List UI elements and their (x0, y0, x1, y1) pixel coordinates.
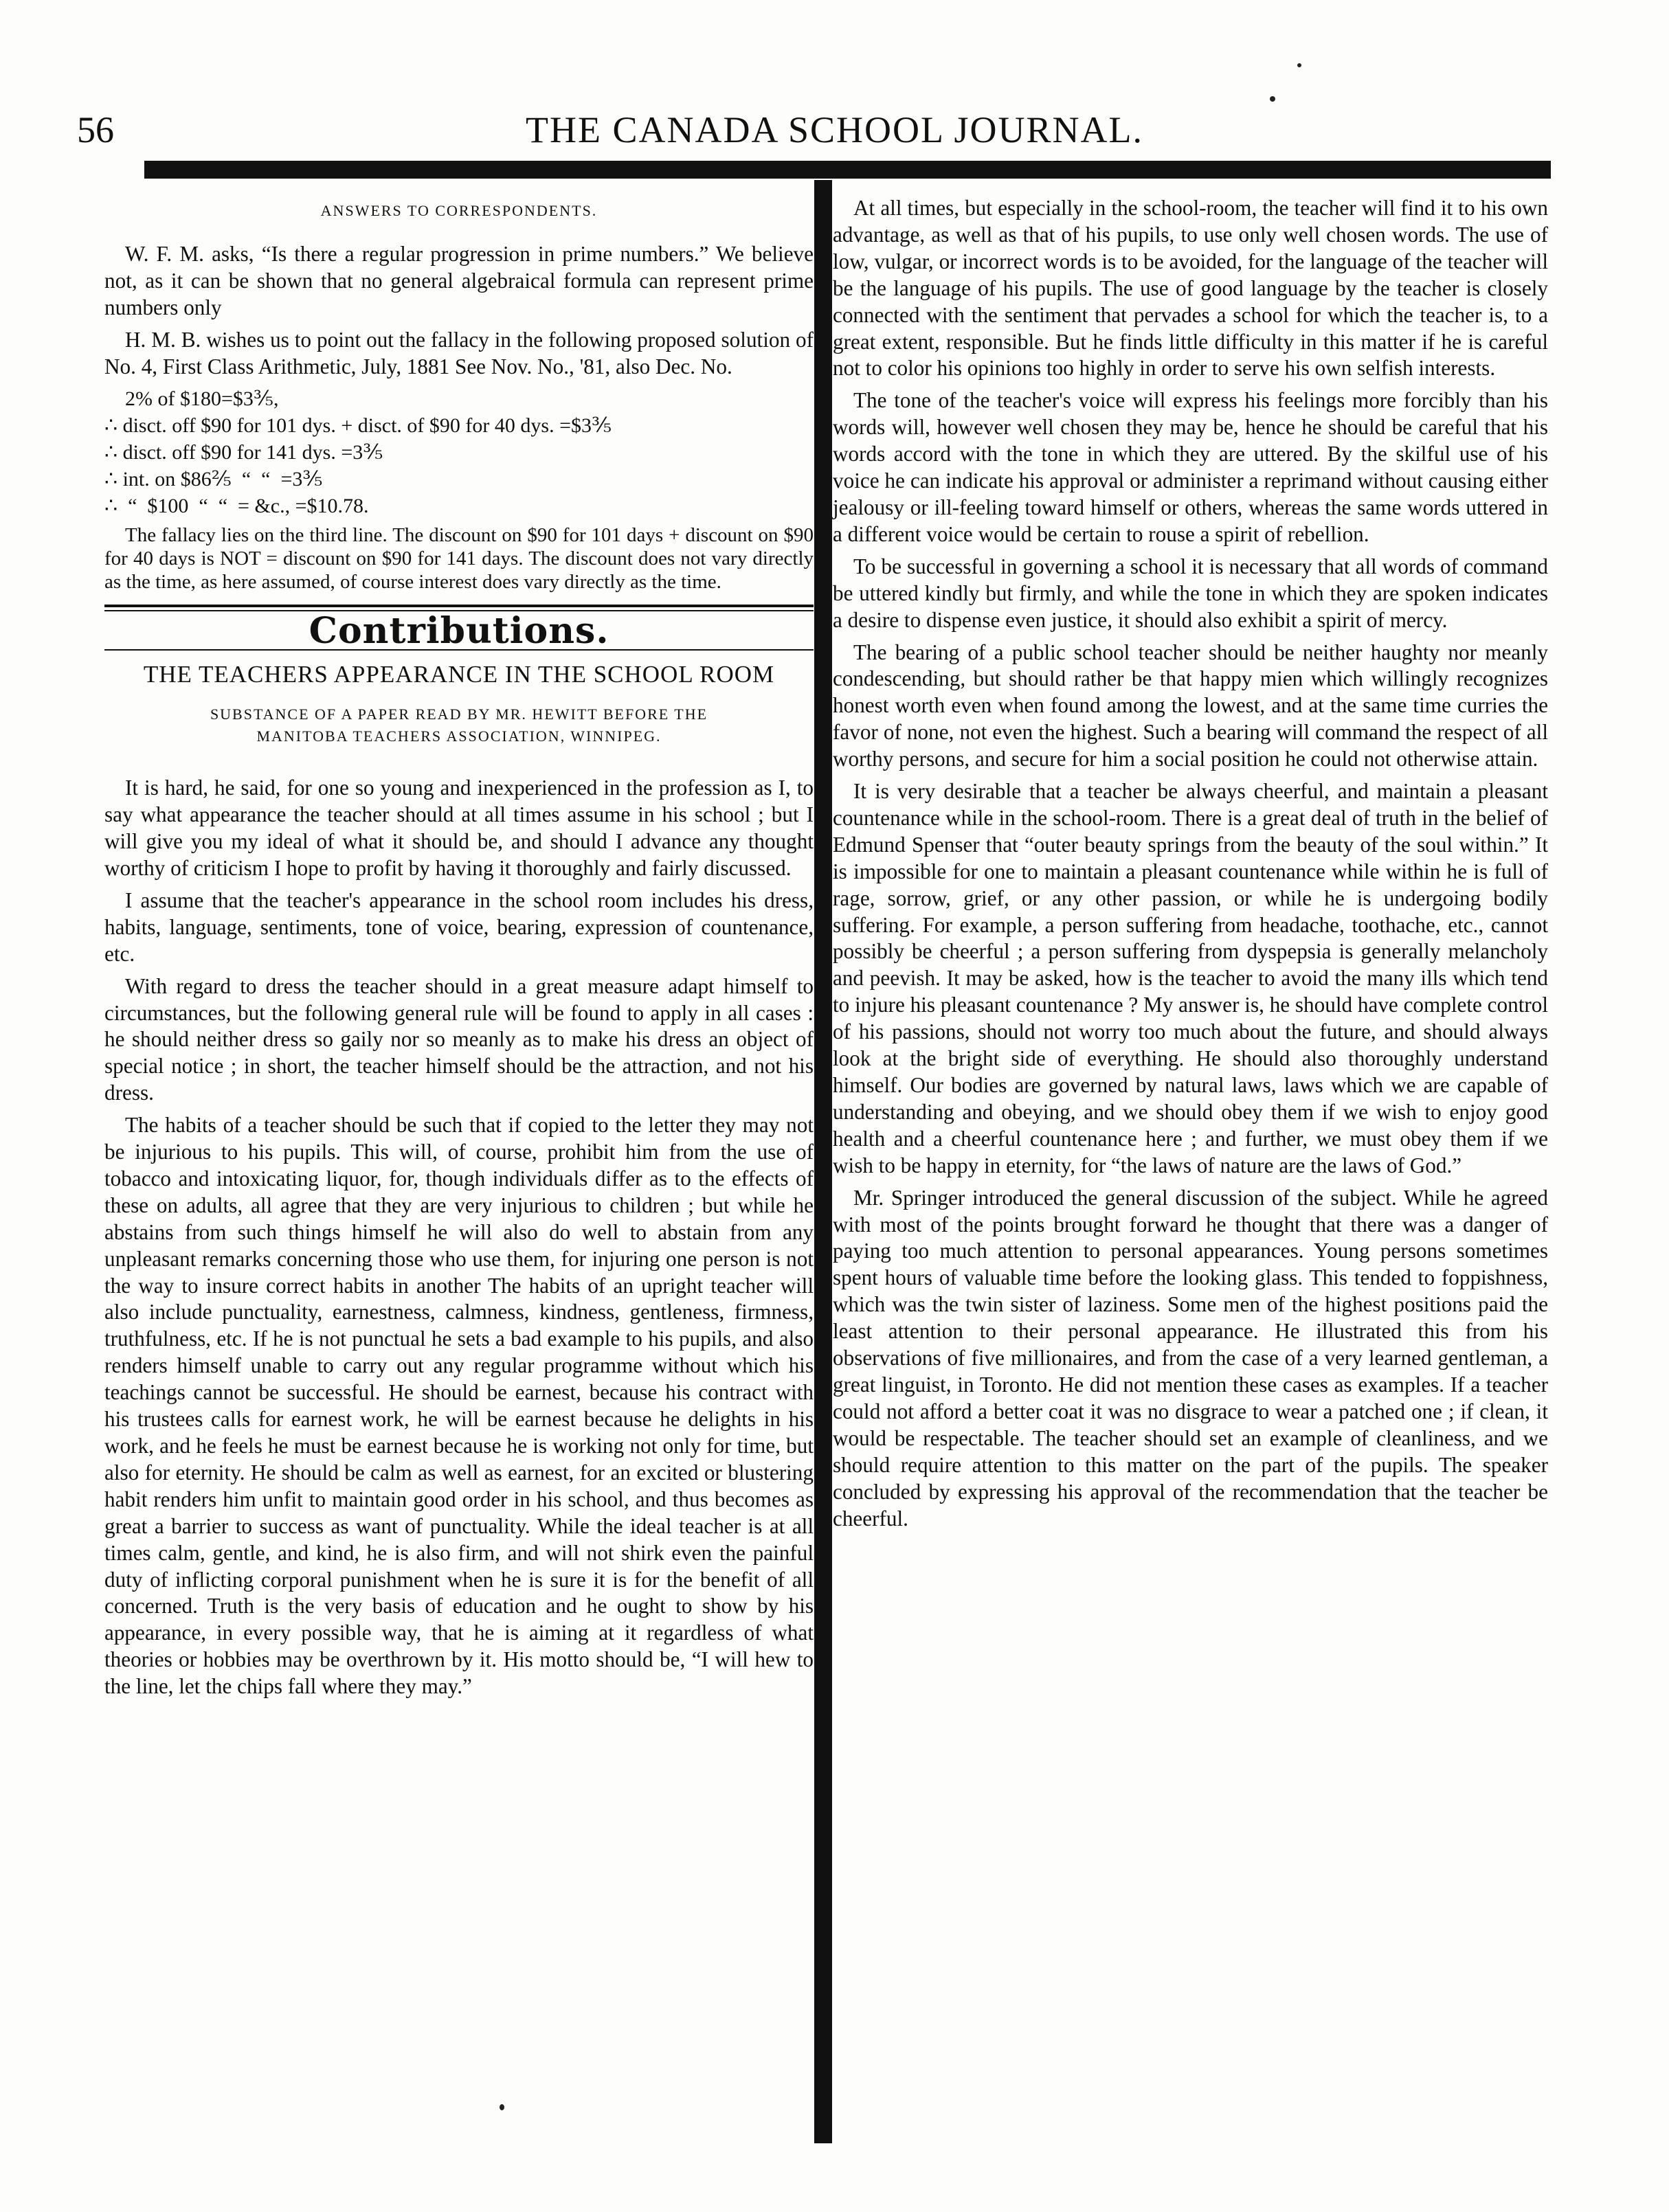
math-line: ∴ disct. off $90 for 141 dys. =3⅗ (104, 441, 383, 464)
math-solution (104, 385, 814, 519)
math-line: ∴ int. on $86⅖ “ “ =3⅗ (104, 468, 323, 491)
subtitle-line: SUBSTANCE OF A PAPER READ BY MR. HEWITT BEFORE THE (210, 706, 708, 723)
math-line: ∴ disct. off $90 for 101 dys. + disct. of $90 for 40 dys. =$3⅗ (104, 414, 612, 438)
article-paragraph: The habits of a teacher should be such that if copied to the letter they may not be injurious to his pupils. This will, of course, prohibit him from the use of tobacco and intoxicating liquor, for, though individuals differ as to the effects of these on adults, all agree that they are very injurious to children ; but while he abstains from such things himself he will also do well to abstain from any unpleasant remarks concerning those who use them, for injuring one person is not the way to insure correct habits in another The habits of an upright teacher will also include punctuality, earnestness, calmness, kindness, gentleness, firmness, truthfulness, etc. If he is not punctual he sets a bad example to his pupils, and also renders himself unable to carry out any regular programme without which his teachings cannot be successful. He should be earnest, because his contract with his trustees calls for earnest work, he will be earnest because he delights in his work, and he feels he must be earnest because he is working not only for time, but also for eternity. He should be calm as well as earnest, for an excited or blustering habit renders him unfit to maintain good order in his school, and thus becomes as great a barrier to success as want of punctuality. While the ideal teacher is at all times calm, gentle, and kind, he is also firm, and will not shirk even the painful duty of inflicting corporal punishment when he is sure it is for the benefit of all concerned. Truth is the very basis of education and he ought to show by his appearance, in every possible way, that he is aiming at it regardless of what theories or hobbies may be overthrown by it. His motto should be, “I will hew to the line, let the chips fall where they may.” (104, 1113, 814, 1699)
article-paragraph: It is very desirable that a teacher be always cheerful, and maintain a pleasant countenance while in the school-room. There is a great deal of truth in the belief of Edmund Spenser that “outer beauty springs from the beauty of the soul within.” It is impossible for one to maintain a pleasant countenance while within he is full of rage, sorrow, grief, or any other passion, or while he is undergoing bodily suffering. For example, a person suffering from headache, toothache, etc., cannot possibly be cheerful ; a person suffering from dyspepsia is generally melancholy and peevish. It may be asked, how is the teacher to avoid the many ills which tend to injure his pleasant countenance ? My answer is, he should have complete control of his passions, should not worry too much about the future, and should always look at the bright side of everything. He should also thoroughly understand himself. Our bodies are governed by natural laws, laws which we are capable of understanding and obeying, and we should obey them if we wish to enjoy good health and a cheerful countenance here ; and further, we must obey them if we wish to be happy in eternity, for “the laws of nature are the laws of God.” (833, 779, 1549, 1177)
answer-paragraph: H. M. B. wishes us to point out the fallacy in the following proposed solution of No. 4, First Class Arithmetic, July, 1881 See Nov. No., '81, also Dec. No. (104, 327, 814, 379)
article-paragraph: With regard to dress the teacher should in a great measure adapt himself to circumstances, but the following general rule will be found to apply in all cases : he should neither dress so gaily nor so meanly as to make his dress an object of special notice ; in short, the teacher himself should be the attraction, and not his dress. (104, 973, 814, 1105)
page-number: 56 (77, 109, 114, 150)
article-paragraph: The tone of the teacher's voice will express his feelings more forcibly than his words will, however well chosen they may be, hence he should be careful that his words accord with the tone in which they are uttered. By the skilful use of his voice he can indicate his approval or administer a reprimand without causing either jealousy or ill-feeling toward himself or others, whereas the same words uttered in a different voice would be certain to rouse a spirit of rebellion. (833, 388, 1548, 546)
answer-paragraph: W. F. M. asks, “Is there a regular progression in prime numbers.” We believe not, as it can be shown that no general algebraical formula can represent prime numbers only (104, 241, 814, 319)
section-title: Contributions. (309, 610, 609, 653)
article-paragraph: Mr. Springer introduced the general discussion of the subject. While he agreed with most of the points brought forward he thought that there was a danger of paying too much attention to personal appearances. Young persons sometimes spent hours of valuable time before the looking glass. This tended to foppishness, which was the twin sister of laziness. Some men of the highest positions paid the least attention to their personal appearance. He illustrated this from his observations of five millionaires, and from the case of a very learned gentleman, a great linguist, in Toronto. He did not mention these cases as examples. If a teacher could not afford a better coat it was no disgrace to wear a patched one ; if clean, it would be respectable. The teacher should set an example of cleanliness, and we should require attention to this matter on the part of the pupils. The speaker concluded by expressing his approval of the recommendation that the teacher be cheerful. (833, 1185, 1548, 1531)
journal-title: THE CANADA SCHOOL JOURNAL. (525, 109, 1144, 150)
speck-mark (500, 2104, 504, 2110)
answers-heading: ANSWERS TO CORRESPONDENTS. (320, 202, 598, 219)
right-column (833, 195, 1548, 1537)
article-paragraph: At all times, but especially in the school-room, the teacher will find it to his own advantage, as well as that of his pupils, to use only well chosen words. The use of low, vulgar, or incorrect words is to be avoided, for the language of the teacher will be the language of his pupils. The use of good language by the teacher is closely connected with the sentiment that pervades a school for which the teacher is, to a great extent, responsible. But he finds little difficulty in this matter if he is careful not to color his opinions too highly in order to serve his own selfish interests. (833, 196, 1548, 381)
math-line: ∴ “ $100 “ “ = &c., =$10.78. (104, 495, 369, 518)
top-rule (144, 161, 1551, 179)
article-paragraph: The bearing of a public school teacher should be neither haughty nor meanly condescending, but should rather be that happy mien which willingly recognizes honest worth even when found among the lowest, and at the same time curries the favor of none, not even the highest. Such a bearing will command the respect of all worthy persons, and secure for him a social position he could not otherwise attain. (833, 640, 1548, 771)
math-line: 2% of $180=$3⅗, (125, 387, 279, 411)
subtitle-line: MANITOBA TEACHERS ASSOCIATION, WINNIPEG. (256, 727, 662, 745)
fallacy-note: The fallacy lies on the third line. The discount on $90 for 101 days + discount on $90 for 40 days is NOT = discount on $90 for 141 days. The discount does not vary directly as the time, as here assumed, of course interest does vary directly as the time. (104, 524, 814, 594)
left-column (104, 195, 814, 1706)
article-paragraph: To be successful in governing a school it is necessary that all words of command be uttered kindly but firmly, and while the tone in which they are spoken indicates a desire to dispense even justice, it should also exhibit a spirit of mercy. (833, 554, 1548, 632)
article-title: THE TEACHERS APPEARANCE IN THE SCHOOL ROOM (143, 661, 775, 688)
speck-mark (1270, 96, 1275, 102)
column-rule (814, 180, 832, 2143)
article-paragraph: I assume that the teacher's appearance in the school room includes his dress, habits, language, sentiments, tone of voice, bearing, expression of countenance, etc. (104, 888, 814, 966)
article-subtitle (104, 703, 814, 747)
speck-mark (1297, 63, 1301, 67)
article-paragraph: It is hard, he said, for one so young and inexperienced in the profession as I, to say what appearance the teacher should at all times assume in his school ; but I will give you my ideal of what it should be, and should I advance any thought worthy of criticism I hope to profit by having it thoroughly and fairly discussed. (104, 776, 814, 880)
